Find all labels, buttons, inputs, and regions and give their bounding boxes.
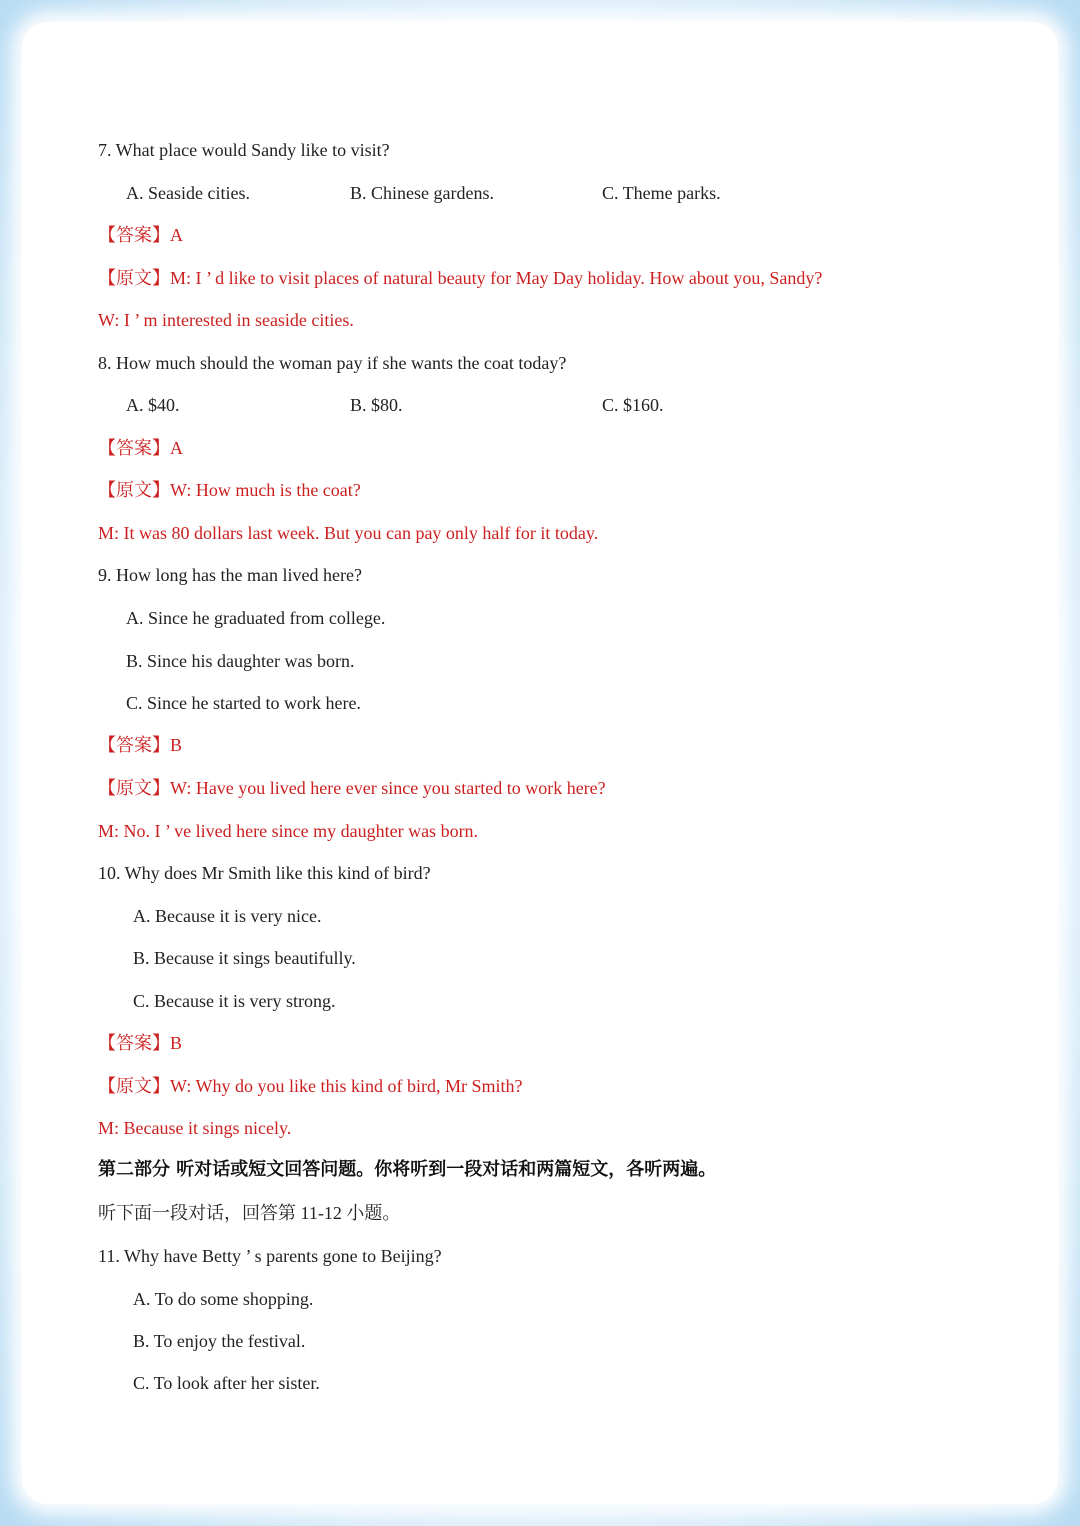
question-7: 7. What place would Sandy like to visit? bbox=[98, 140, 390, 160]
q10-transcript-line-2: M: Because it sings nicely. bbox=[98, 1118, 292, 1138]
q11-option-c: C. To look after her sister. bbox=[133, 1373, 320, 1393]
q10-option-a: A. Because it is very nice. bbox=[133, 906, 322, 926]
q7-answer: 【答案】A bbox=[98, 225, 183, 245]
q8-transcript-line-2: M: It was 80 dollars last week. But you can pay only half for it today. bbox=[98, 523, 599, 543]
q9-option-b: B. Since his daughter was born. bbox=[126, 651, 355, 671]
q8-option-b: B. $80. bbox=[350, 395, 403, 415]
section-2-heading: 第二部分 听对话或短文回答问题。你将听到一段对话和两篇短文，各听两遍。 bbox=[98, 1159, 717, 1180]
q10-option-b: B. Because it sings beautifully. bbox=[133, 948, 356, 968]
q7-option-b: B. Chinese gardens. bbox=[350, 183, 494, 203]
q8-option-c: C. $160. bbox=[602, 395, 664, 415]
section-2-instruction: 听下面一段对话，回答第 11-12 小题。 bbox=[98, 1203, 401, 1223]
q11-option-b: B. To enjoy the festival. bbox=[133, 1331, 306, 1351]
q10-transcript-line-1: 【原文】W: Why do you like this kind of bird, Mr Smith? bbox=[98, 1076, 523, 1096]
q10-option-c: C. Because it is very strong. bbox=[133, 991, 336, 1011]
q9-transcript-line-1: 【原文】W: Have you lived here ever since you started to work here? bbox=[98, 778, 606, 798]
q8-answer: 【答案】A bbox=[98, 438, 183, 458]
q7-transcript-line-1: 【原文】M: I ’ d like to visit places of natural beauty for May Day holiday. How about you, Sandy? bbox=[98, 268, 823, 288]
question-11: 11. Why have Betty ’ s parents gone to Beijing? bbox=[98, 1246, 442, 1266]
q9-answer: 【答案】B bbox=[98, 735, 183, 755]
q9-option-c: C. Since he started to work here. bbox=[126, 693, 361, 713]
q7-transcript-line-2: W: I ’ m interested in seaside cities. bbox=[98, 310, 354, 330]
q8-option-a: A. $40. bbox=[126, 395, 180, 415]
q9-option-a: A. Since he graduated from college. bbox=[126, 608, 386, 628]
question-10: 10. Why does Mr Smith like this kind of bird? bbox=[98, 863, 431, 883]
q7-option-a: A. Seaside cities. bbox=[126, 183, 250, 203]
question-9: 9. How long has the man lived here? bbox=[98, 565, 362, 585]
q8-transcript-line-1: 【原文】W: How much is the coat? bbox=[98, 480, 361, 500]
q10-answer: 【答案】B bbox=[98, 1033, 183, 1053]
q7-option-c: C. Theme parks. bbox=[602, 183, 721, 203]
q9-transcript-line-2: M: No. I ’ ve lived here since my daughter was born. bbox=[98, 821, 479, 841]
question-8: 8. How much should the woman pay if she wants the coat today? bbox=[98, 353, 567, 373]
q11-option-a: A. To do some shopping. bbox=[133, 1289, 314, 1309]
